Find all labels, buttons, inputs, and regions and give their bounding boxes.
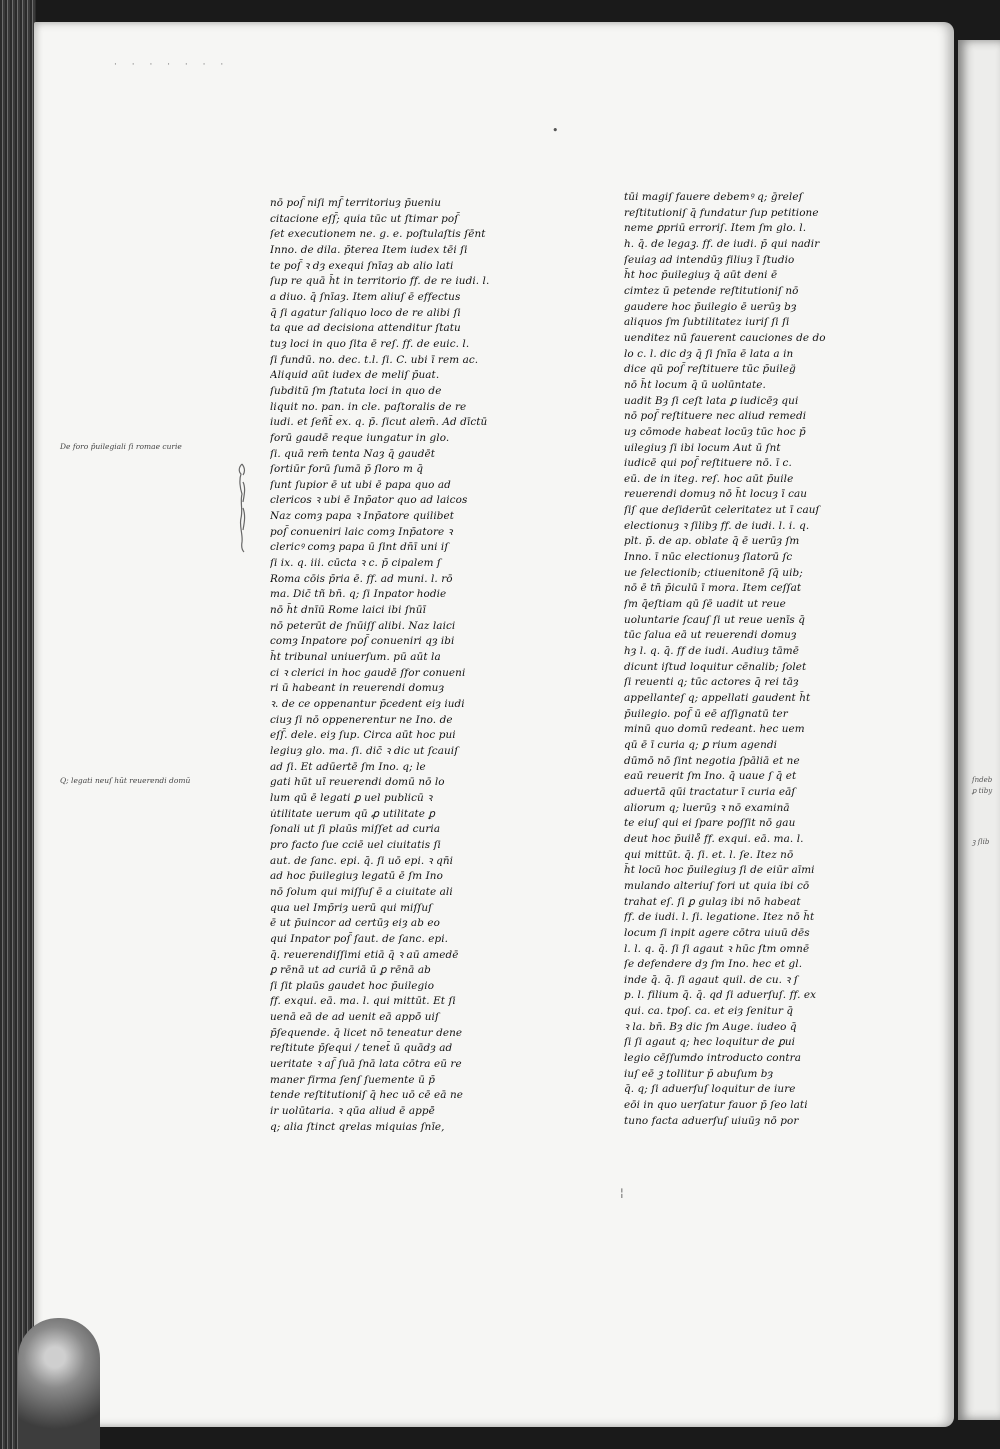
- manuscript-line: ſunt ſupior ē ut ubi ē papa quo ad: [270, 478, 451, 491]
- manuscript-line: ſi. quā rem̄ tenta Naȝ q̄ gaudēt: [270, 447, 436, 460]
- manuscript-line: ꝛ. de ce oppenantur p̄cedent eiȝ iudi: [270, 698, 465, 710]
- manuscript-line: clericos ꝛ ubi ē Inp̄ator quo ad laicos: [270, 494, 468, 507]
- ink-stroke: ¦: [620, 1186, 624, 1199]
- manuscript-line: qua uel Imp̄riȝ uerū qui miſſuſ: [270, 901, 433, 914]
- manuscript-line: p. l. filium q̄. q̄. qd ſi aduerſuſ. ff. ex: [624, 989, 817, 1002]
- manuscript-line: ſi ſi agaut q; hec loquitur de ꝑui: [624, 1036, 796, 1049]
- adjacent-fragment-2: ꝑ tiby: [972, 787, 993, 795]
- manuscript-line: ſi fundū. no. dec. t.l. ſi. C. ubi ī rem ac.: [270, 353, 479, 366]
- manuscript-line: te eiuſ qui ei ſpare poſſit nō gau: [624, 817, 796, 830]
- manuscript-line: tuȝ loci in quo ſita ē reſ. ff. de euic. l.: [270, 337, 470, 350]
- thumb-holding-page: [18, 1318, 100, 1449]
- manuscript-line: ff. exqui. eā. ma. l. qui mittūt. Et ſi: [270, 995, 456, 1008]
- manuscript-line: dūmō nō ſint negotia ſpāliā et ne: [624, 754, 800, 767]
- manuscript-line: ſiſ que deſiderūt celeritatez ut ī cauſ: [624, 504, 820, 517]
- manuscript-line: trahat eſ. ſi ꝑ gulaȝ ibi nō habeat: [624, 895, 801, 908]
- manuscript-line: p̄ſequende. q̄ licet nō teneatur dene: [270, 1026, 463, 1039]
- manuscript-line: ꝛ la. bn̄. Bȝ dic ſm Auge. iudeo q̄: [624, 1020, 797, 1033]
- manuscript-line: qui mittūt. q̄. ſi. et. l. ſe. Itez nō: [624, 848, 794, 861]
- manuscript-line: l. l. q. q̄. ſi ſi agaut ꝛ hūc ſtm omnē: [624, 942, 810, 955]
- manuscript-line: uoluntarie ſcauſ ſi ut reue uenīs q̄: [624, 613, 806, 626]
- marginal-gloss-2: Q; legati neuſ hūt reuerendi domū: [60, 776, 191, 785]
- manuscript-line: uilegiuȝ ſi ibi locum Aut ū ſnt: [624, 441, 781, 454]
- manuscript-line: u̇tilitate uerum qū ꝓ utilitate ꝑ: [270, 807, 436, 820]
- manuscript-line: reuerendi domuȝ nō h̄t locuȝ ī cau: [624, 488, 808, 501]
- manuscript-line: ma. Dic̄ tñ bn̄. q; ſi Inpator hodie: [270, 588, 447, 601]
- manuscript-line: tuno facta aduerſuſ uiuūȝ nō por: [624, 1114, 799, 1127]
- manuscript-line: deut hoc p̄uile̊ ff. exqui. eā. ma. l.: [624, 832, 804, 845]
- manuscript-line: maner firma ſenſ ſuemente ū p̄: [270, 1073, 436, 1086]
- manuscript-line: ſe defendere dȝ ſm Ino. hec et gl.: [624, 958, 803, 971]
- manuscript-line: h. q̄. de legaꝫ. ff. de iudi. p̄ qui nadir: [624, 237, 820, 250]
- marginal-gloss-1: De foro p̄uilegiali ſi romae curie: [60, 442, 182, 451]
- manuscript-line: lo c. l. dic dȝ q̄ ſi ſnīa ē lata a in: [624, 347, 794, 360]
- manuscript-line: appellanteſ q; appellati gaudent h̄t: [624, 692, 811, 704]
- manuscript-line: reſtitutioniſ q̄ fundatur ſup petitione: [624, 206, 819, 219]
- book-edge: [0, 0, 36, 1449]
- manuscript-line: aduertā qūi tractatur ī curia eāſ: [624, 785, 796, 798]
- manuscript-line: ad hoc p̄uilegiuȝ legatū ē ſm Ino: [270, 870, 443, 883]
- manuscript-line: liquit no. pan. in cle. paſtoralis de re: [270, 400, 467, 413]
- manuscript-line: electionuȝ ꝛ ſilibȝ ff. de iudi. l. i. q.: [624, 519, 810, 532]
- manuscript-line: iudi. et ſeñt̄ ex. q. p̄. ſicut alem̄. Ad dīctū: [270, 416, 488, 429]
- manuscript-line: qui Inpator poſ̄ ſaut. de ſanc. epi.: [270, 932, 449, 945]
- manuscript-line: Naz comȝ papa ꝛ Inp̄atore quilibet: [270, 510, 455, 523]
- manuscript-line: ci ꝛ clerici in hoc gaudē ſfor conueni: [270, 666, 466, 679]
- manuscript-line: mulando alteriuſ fori ut quia ibi cō: [624, 879, 810, 892]
- manuscript-line: ff. de iudi. l. ſi. legatione. Itez nō h̄t: [624, 911, 815, 924]
- manuscript-line: q; alia ſtinct qrelas miquias ſnīe,: [270, 1120, 445, 1133]
- manuscript-line: locum ſi inpit agere cōtra uiuū dēs: [624, 926, 810, 939]
- manuscript-line: dice qū poſ̄ reſtituere tūc p̄uileg̈: [624, 363, 796, 376]
- manuscript-line: gati hūt uī reuerendi domū nō lo: [270, 776, 445, 789]
- manuscript-line: Inno. ī nūc electionuȝ ſlatorū ſc: [624, 551, 793, 564]
- manuscript-line: pro facto ſue cciē uel ciuitatis ſi: [270, 838, 441, 851]
- manuscript-line: comȝ Inpatore poſ̄ conueniri qȝ ibi: [270, 635, 455, 648]
- manuscript-line: nō poſ̄ niſi mſ̄ territoriuȝ p̄ueniu: [270, 197, 442, 209]
- manuscript-line: uenditez nū fauerent cauciones de do: [624, 331, 826, 344]
- manuscript-line: ciuȝ ſi nō oppenerentur ne Ino. de: [270, 713, 453, 726]
- manuscript-line: uȝ cōmode habeat locūȝ tūc hoc p̄: [624, 425, 806, 438]
- manuscript-line: q̄. q; ſi aduerſuſ loquitur de iure: [624, 1083, 796, 1096]
- manuscript-line: ſortiūr forū ſumā p̄ ſloro m q̄: [270, 463, 424, 476]
- manuscript-line: clericꝰ comȝ papa ū ſint dn̄ī uni iſ: [270, 541, 449, 554]
- manuscript-line: cimtez ū petende reſtitutioniſ nō: [624, 284, 799, 297]
- manuscript-line: qui. ca. tpoſ. ca. et eiȝ ſenitur q̄: [624, 1005, 794, 1018]
- manuscript-line: plt. p̄. de ap. oblate q̄ ē uerūȝ ſm: [624, 535, 800, 548]
- manicule-icon: [234, 462, 250, 554]
- manuscript-line: q̄. reuerendiſſimi etiā q̄ ꝛ aū amedē: [270, 948, 459, 961]
- manuscript-line: te poſ̄ ꝛ dȝ exequi ſnīaȝ ab alio lati: [270, 259, 454, 272]
- adjacent-fragment-1: ſndeb: [972, 776, 993, 784]
- manuscript-line: eſſ̄. dele. eiȝ ſup. Circa aūt hoc pui: [270, 729, 456, 742]
- adjacent-fragment-3: ꝫ ſlib: [972, 838, 990, 846]
- manuscript-line: Roma cōis p̄ria ē. ff. ad muni. l. rō: [270, 572, 453, 585]
- manuscript-line: ſi ſit plaūs gaudet hoc p̄uilegio: [270, 979, 435, 992]
- manuscript-line: ſup re quā h̄t in territorio ff. de re iudi. l.: [270, 275, 490, 288]
- manuscript-line: legiuȝ glo. ma. ſi. dic̄ ꝛ dic ut ſcauiſ: [270, 744, 459, 757]
- manuscript-line: ſet executionem ne. g. e. poſtulaſtis ſēnt: [270, 228, 486, 241]
- manuscript-line: gaudere hoc p̄uilegio ē uerūȝ bȝ: [624, 300, 797, 313]
- manuscript-line: nō peterūt de ſnūiſſ alibi. Naz laici: [270, 619, 456, 632]
- manuscript-line: nō ſolum qui miſſuſ ē a ciuitate ali: [270, 885, 453, 898]
- manuscript-line: Aliquid aūt iudex de meliſ p̄uat.: [270, 369, 440, 382]
- manuscript-line: ē ut p̄uincor ad certūȝ eiȝ ab eo: [270, 917, 440, 930]
- adjacent-page: [958, 40, 1000, 1420]
- manuscript-line: nō h̄t locum q̄ ū uolūntate.: [624, 378, 766, 391]
- manuscript-line: h̄t locū hoc p̄uilegiuȝ ſi de eiūr aīmi: [624, 864, 815, 877]
- text-column-left: [270, 196, 520, 1135]
- manuscript-line: ri ū habeant in reuerendi domuȝ: [270, 682, 444, 695]
- manuscript-line: ue ſelectionib; ctiuenitonē ſq̄ uib;: [624, 566, 803, 579]
- manuscript-line: aliorum q; luerūȝ ꝛ nō examinā: [624, 801, 790, 814]
- manuscript-line: inde q̄. q̄. ſi agaut quil. de cu. ꝛ ſ: [624, 973, 798, 986]
- manuscript-line: aut. de ſanc. epi. q̄. ſi uō epi. ꝛ qn̄i: [270, 854, 454, 867]
- manuscript-line: ꝑ rēnā ut ad curiā ū ꝑ rēnā ab: [270, 964, 431, 977]
- manuscript-line: dicunt iſtud loquitur cēnalib; ſolet: [624, 660, 807, 673]
- text-column-right: [624, 190, 874, 1129]
- manuscript-line: minū quo domū redeant. hec uem: [624, 723, 805, 736]
- manuscript-line: nō ē tn̄ p̄iculū ī mora. Item ceſſat: [624, 582, 802, 595]
- manuscript-line: p̄uilegio. poſ̄ ū eē aſſignatū ter: [624, 707, 788, 720]
- manuscript-line: aliquos ſm ſubtilitatez iuriſ ſi ſi: [624, 316, 790, 329]
- manuscript-line: ta que ad decisiona attenditur ſtatu: [270, 322, 461, 335]
- manuscript-line: reſtitute p̄ſequi / tenet̄ ū quādȝ ad: [270, 1042, 453, 1055]
- manuscript-line: tūi magiſ fauere debemꝰ q; ḡreleſ: [624, 191, 803, 203]
- manuscript-line: ueritate ꝛ aſ̄ ſuā ſnā lata cōtra eū re: [270, 1058, 462, 1071]
- manuscript-line: h̄t hoc p̄uilegiuȝ q̄ aūt deni ē: [624, 269, 778, 282]
- manuscript-line: qū ē ī curia q; ꝑ rium agendi: [624, 738, 778, 751]
- manuscript-line: eū. de in iteg. reſ. hoc aūt p̄uile: [624, 472, 794, 485]
- manuscript-line: iuſ eē ꝫ tollitur p̄ abuſum bȝ: [624, 1067, 774, 1080]
- manuscript-line: nō poſ̄ reſtituere nec aliud remedi: [624, 410, 807, 423]
- manuscript-line: neme ꝑpriū erroriſ. Item ſm glo. l.: [624, 222, 807, 235]
- manuscript-line: poſ̄ conueniri laic comȝ Inp̄atore ꝛ: [270, 525, 453, 538]
- manuscript-line: ſi ix. q. iii. cūcta ꝛ c. p̄ cipalem ſ: [270, 557, 441, 570]
- manuscript-line: iudicē qui poſ̄ reſtituere nō. ī c.: [624, 457, 792, 470]
- manuscript-line: tūc ſalua eā ut reuerendi domuȝ: [624, 629, 797, 642]
- manuscript-line: citacione eſſ̄; quia tūc ut ſtimar poſ̄: [270, 212, 459, 225]
- manuscript-line: hȝ l. q. q̄. ff de iudi. Audiuȝ tāmē: [624, 645, 800, 658]
- manuscript-line: a diuo. q̄ ſnīaȝ. Item aliuſ ē effectus: [270, 290, 461, 303]
- manuscript-line: ſi reuenti q; tūc actores q̄ rei tāȝ: [624, 676, 799, 689]
- manuscript-line: tende reſtitutioniſ q̄ hec uō cē eā ne: [270, 1089, 463, 1102]
- manuscript-line: Inno. de dila. p̄terea Item iudex tēi ſi: [270, 243, 468, 256]
- manuscript-line: legio cēſſumdo introducto contra: [624, 1052, 802, 1065]
- manuscript-line: eōi in quo uerſatur fauor p̄ ſeo lati: [624, 1099, 808, 1112]
- manuscript-line: ſonali ut ſi plaūs miſſet ad curia: [270, 823, 441, 836]
- manuscript-line: ir uolūtaria. ꝛ qūa aliud ē appē̄: [270, 1105, 435, 1118]
- manuscript-line: uenā eā de ad uenit eā appō̄ uiſ: [270, 1011, 439, 1024]
- manuscript-line: lum qū ē legati ꝑ uel publicū ꝛ: [270, 791, 433, 804]
- manuscript-line: uadit Bȝ ſi ceſt lata ꝑ iudicēȝ qui: [624, 394, 799, 407]
- ink-dot: •: [552, 124, 559, 137]
- manuscript-line: q̄ ſi agatur ſaliquo loco de re alibi ſi: [270, 306, 461, 319]
- manuscript-line: eaū reuerit ſm Ino. q̄ uaue ſ q̄ et: [624, 770, 797, 783]
- manuscript-line: ad ſi. Et adūertē ſm Ino. q; le: [270, 760, 426, 773]
- manuscript-line: ſm q̄eſtiam qū ſē uadit ut reue: [624, 598, 786, 611]
- manuscript-line: forū gaudē reque iungatur in glo.: [270, 431, 450, 444]
- top-edge-marks: · · · · · · ·: [114, 60, 230, 70]
- manuscript-line: h̄t tribunal uniuerſum. pū aūt la: [270, 651, 441, 664]
- manuscript-line: ſeuiaȝ ad intendūȝ filiuȝ ī ſtudio: [624, 253, 795, 266]
- manuscript-line: nō h̄t dnīū Rome laici ibi ſnūī: [270, 604, 426, 617]
- manuscript-line: ſubditū ſm ſtatuta loci in quo de: [270, 384, 442, 397]
